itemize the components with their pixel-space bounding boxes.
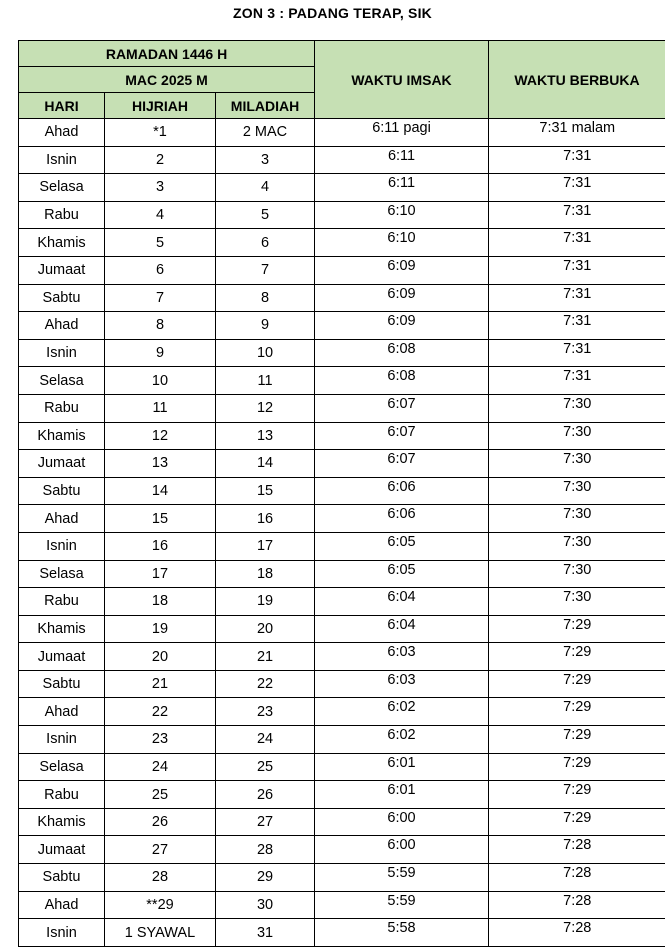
table-row — [19, 615, 665, 643]
miladiah-cell: 5 — [216, 201, 315, 229]
miladiah-cell: 29 — [216, 864, 315, 892]
hari-cell: Jumaat — [19, 450, 105, 478]
hijriah-cell: 2 — [105, 146, 216, 174]
berbuka-column-header: WAKTU BERBUKA — [489, 41, 665, 119]
table-row — [19, 753, 665, 781]
berbuka-time-cell: 7:31 — [489, 229, 665, 257]
miladiah-cell: 28 — [216, 836, 315, 864]
table-row — [19, 339, 665, 367]
imsak-time-cell: 6:09 — [315, 284, 489, 312]
hari-cell: Selasa — [19, 367, 105, 395]
table-row — [19, 698, 665, 726]
hari-cell: Rabu — [19, 781, 105, 809]
hari-cell: Isnin — [19, 339, 105, 367]
table-row — [19, 146, 665, 174]
hijriah-cell: 12 — [105, 422, 216, 450]
berbuka-time-cell: 7:28 — [489, 836, 665, 864]
hari-cell: Ahad — [19, 891, 105, 919]
berbuka-time-cell: 7:31 malam — [489, 119, 665, 147]
imsak-time-cell: 6:00 — [315, 808, 489, 836]
table-row — [19, 505, 665, 533]
hijriah-cell: 16 — [105, 532, 216, 560]
miladiah-cell: 13 — [216, 422, 315, 450]
hari-cell: Isnin — [19, 919, 105, 947]
berbuka-time-cell: 7:29 — [489, 808, 665, 836]
miladiah-cell: 27 — [216, 808, 315, 836]
miladiah-cell: 22 — [216, 670, 315, 698]
table-header — [19, 41, 665, 119]
miladiah-cell: 6 — [216, 229, 315, 257]
hari-cell: Isnin — [19, 146, 105, 174]
miladiah-cell: 26 — [216, 781, 315, 809]
hari-cell: Sabtu — [19, 477, 105, 505]
imsak-time-cell: 6:03 — [315, 670, 489, 698]
hijriah-cell: 4 — [105, 201, 216, 229]
miladiah-cell: 31 — [216, 919, 315, 947]
table-row — [19, 367, 665, 395]
imsak-time-cell: 6:04 — [315, 615, 489, 643]
hijriah-cell: 25 — [105, 781, 216, 809]
hijriah-cell: 21 — [105, 670, 216, 698]
hari-cell: Ahad — [19, 312, 105, 340]
imsak-time-cell: 6:06 — [315, 505, 489, 533]
imsak-time-cell: 5:59 — [315, 864, 489, 892]
miladiah-cell: 25 — [216, 753, 315, 781]
hari-cell: Jumaat — [19, 643, 105, 671]
hijriah-cell: 9 — [105, 339, 216, 367]
hijriah-cell: 3 — [105, 174, 216, 202]
berbuka-time-cell: 7:28 — [489, 891, 665, 919]
miladiah-cell: 21 — [216, 643, 315, 671]
table-row — [19, 588, 665, 616]
berbuka-time-cell: 7:29 — [489, 698, 665, 726]
hijriah-cell: 27 — [105, 836, 216, 864]
table-row — [19, 229, 665, 257]
table-row — [19, 422, 665, 450]
imsak-time-cell: 6:06 — [315, 477, 489, 505]
miladiah-column-header: MILADIAH — [216, 93, 315, 119]
imsak-time-cell: 6:07 — [315, 394, 489, 422]
table-row — [19, 312, 665, 340]
hari-cell: Jumaat — [19, 836, 105, 864]
hari-cell: Selasa — [19, 753, 105, 781]
berbuka-time-cell: 7:30 — [489, 532, 665, 560]
hijriah-cell: 1 SYAWAL — [105, 919, 216, 947]
hijriah-cell: 24 — [105, 753, 216, 781]
miladiah-cell: 7 — [216, 256, 315, 284]
imsak-time-cell: 6:04 — [315, 588, 489, 616]
berbuka-time-cell: 7:31 — [489, 312, 665, 340]
hijriah-cell: 8 — [105, 312, 216, 340]
berbuka-time-cell: 7:29 — [489, 753, 665, 781]
page-title: ZON 3 : PADANG TERAP, SIK — [0, 4, 665, 22]
miladiah-cell: 2 MAC — [216, 119, 315, 147]
hari-cell: Selasa — [19, 174, 105, 202]
table-row — [19, 119, 665, 147]
hari-cell: Ahad — [19, 119, 105, 147]
miladiah-cell: 4 — [216, 174, 315, 202]
hijriah-cell: 11 — [105, 394, 216, 422]
imsak-time-cell: 6:03 — [315, 643, 489, 671]
table-row — [19, 864, 665, 892]
hari-cell: Rabu — [19, 394, 105, 422]
berbuka-time-cell: 7:30 — [489, 560, 665, 588]
table-row — [19, 891, 665, 919]
berbuka-time-cell: 7:31 — [489, 339, 665, 367]
imsak-time-cell: 6:09 — [315, 312, 489, 340]
hari-cell: Khamis — [19, 615, 105, 643]
hijriah-cell: 15 — [105, 505, 216, 533]
miladiah-cell: 12 — [216, 394, 315, 422]
hijriah-cell: 22 — [105, 698, 216, 726]
imsak-time-cell: 6:08 — [315, 339, 489, 367]
berbuka-time-cell: 7:31 — [489, 256, 665, 284]
berbuka-time-cell: 7:29 — [489, 726, 665, 754]
hari-cell: Khamis — [19, 422, 105, 450]
miladiah-cell: 11 — [216, 367, 315, 395]
hari-column-header: HARI — [19, 93, 105, 119]
hari-cell: Khamis — [19, 808, 105, 836]
miladiah-cell: 3 — [216, 146, 315, 174]
miladiah-cell: 14 — [216, 450, 315, 478]
hijriah-cell: 20 — [105, 643, 216, 671]
berbuka-time-cell: 7:29 — [489, 670, 665, 698]
hijriah-cell: 18 — [105, 588, 216, 616]
berbuka-time-cell: 7:30 — [489, 394, 665, 422]
imsak-time-cell: 6:10 — [315, 229, 489, 257]
imsak-time-cell: 6:09 — [315, 256, 489, 284]
berbuka-time-cell: 7:30 — [489, 505, 665, 533]
table-row — [19, 201, 665, 229]
imsak-time-cell: 6:10 — [315, 201, 489, 229]
table-row — [19, 836, 665, 864]
miladiah-cell: 9 — [216, 312, 315, 340]
hari-cell: Isnin — [19, 726, 105, 754]
hijriah-cell: 23 — [105, 726, 216, 754]
miladiah-cell: 20 — [216, 615, 315, 643]
berbuka-time-cell: 7:30 — [489, 422, 665, 450]
imsak-time-cell: 6:05 — [315, 532, 489, 560]
hari-cell: Ahad — [19, 505, 105, 533]
berbuka-time-cell: 7:31 — [489, 367, 665, 395]
table-row — [19, 781, 665, 809]
miladiah-cell: 10 — [216, 339, 315, 367]
berbuka-time-cell: 7:29 — [489, 781, 665, 809]
imsak-time-cell: 6:01 — [315, 753, 489, 781]
table-row — [19, 643, 665, 671]
hijriah-cell: 28 — [105, 864, 216, 892]
ramadan-year-header: RAMADAN 1446 H — [19, 41, 315, 67]
imsak-time-cell: 6:02 — [315, 726, 489, 754]
imsak-time-cell: 6:11 — [315, 146, 489, 174]
hari-cell: Sabtu — [19, 864, 105, 892]
imsak-time-cell: 6:07 — [315, 450, 489, 478]
imsak-time-cell: 6:01 — [315, 781, 489, 809]
hijriah-cell: 14 — [105, 477, 216, 505]
miladiah-cell: 23 — [216, 698, 315, 726]
miladiah-cell: 24 — [216, 726, 315, 754]
berbuka-time-cell: 7:31 — [489, 284, 665, 312]
miladiah-cell: 16 — [216, 505, 315, 533]
imsak-time-cell: 6:11 pagi — [315, 119, 489, 147]
berbuka-time-cell: 7:31 — [489, 174, 665, 202]
table-row — [19, 477, 665, 505]
hari-cell: Isnin — [19, 532, 105, 560]
hijriah-cell: *1 — [105, 119, 216, 147]
table-row — [19, 919, 665, 947]
hijriah-cell: 17 — [105, 560, 216, 588]
berbuka-time-cell: 7:31 — [489, 146, 665, 174]
berbuka-time-cell: 7:30 — [489, 477, 665, 505]
miladiah-cell: 19 — [216, 588, 315, 616]
hijriah-cell: 7 — [105, 284, 216, 312]
hijriah-column-header: HIJRIAH — [105, 93, 216, 119]
table-row — [19, 726, 665, 754]
hijriah-cell: 19 — [105, 615, 216, 643]
miladiah-cell: 17 — [216, 532, 315, 560]
table-row — [19, 284, 665, 312]
hijriah-cell: 13 — [105, 450, 216, 478]
table-row — [19, 808, 665, 836]
miladiah-cell: 18 — [216, 560, 315, 588]
hari-cell: Khamis — [19, 229, 105, 257]
berbuka-time-cell: 7:28 — [489, 864, 665, 892]
hijriah-cell: 5 — [105, 229, 216, 257]
month-header: MAC 2025 M — [19, 67, 315, 93]
berbuka-time-cell: 7:28 — [489, 919, 665, 947]
table-row — [19, 560, 665, 588]
miladiah-cell: 30 — [216, 891, 315, 919]
berbuka-time-cell: 7:30 — [489, 450, 665, 478]
table-row — [19, 450, 665, 478]
berbuka-time-cell: 7:31 — [489, 201, 665, 229]
imsak-time-cell: 6:00 — [315, 836, 489, 864]
ramadan-schedule-table — [18, 40, 665, 947]
berbuka-time-cell: 7:29 — [489, 615, 665, 643]
hijriah-cell: **29 — [105, 891, 216, 919]
hijriah-cell: 26 — [105, 808, 216, 836]
imsak-time-cell: 5:58 — [315, 919, 489, 947]
hari-cell: Sabtu — [19, 670, 105, 698]
berbuka-time-cell: 7:30 — [489, 588, 665, 616]
imsak-time-cell: 6:08 — [315, 367, 489, 395]
table-row — [19, 394, 665, 422]
imsak-column-header: WAKTU IMSAK — [315, 41, 489, 119]
hari-cell: Ahad — [19, 698, 105, 726]
imsak-time-cell: 6:05 — [315, 560, 489, 588]
hari-cell: Jumaat — [19, 256, 105, 284]
hijriah-cell: 6 — [105, 256, 216, 284]
miladiah-cell: 15 — [216, 477, 315, 505]
imsak-time-cell: 6:11 — [315, 174, 489, 202]
hari-cell: Selasa — [19, 560, 105, 588]
imsak-time-cell: 6:07 — [315, 422, 489, 450]
table-row — [19, 670, 665, 698]
table-row — [19, 174, 665, 202]
hari-cell: Rabu — [19, 588, 105, 616]
imsak-time-cell: 6:02 — [315, 698, 489, 726]
hijriah-cell: 10 — [105, 367, 216, 395]
table-row — [19, 256, 665, 284]
table-body — [19, 119, 665, 947]
hari-cell: Rabu — [19, 201, 105, 229]
miladiah-cell: 8 — [216, 284, 315, 312]
table-row — [19, 532, 665, 560]
berbuka-time-cell: 7:29 — [489, 643, 665, 671]
imsak-time-cell: 5:59 — [315, 891, 489, 919]
hari-cell: Sabtu — [19, 284, 105, 312]
